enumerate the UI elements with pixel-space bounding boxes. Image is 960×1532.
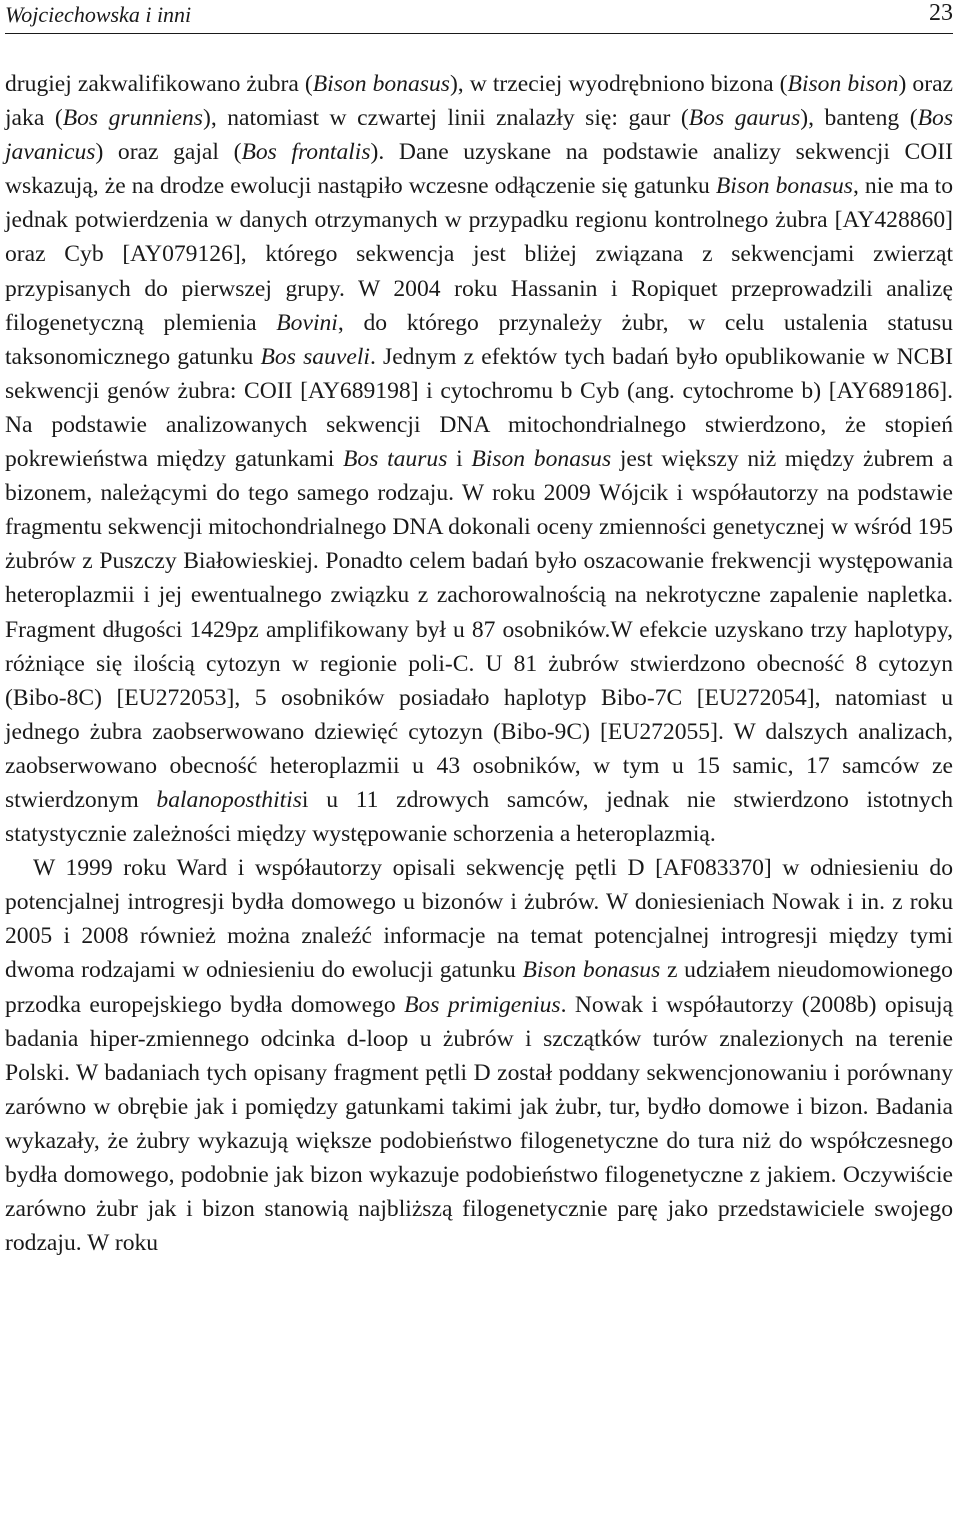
running-header xyxy=(5,0,953,34)
species-name: Bos gaurus xyxy=(688,105,801,132)
text-run: drugiej zakwalifikowano żubra ( xyxy=(5,71,313,97)
species-name: Bos taurus xyxy=(342,446,448,473)
text-run: ), banteng ( xyxy=(800,105,918,132)
text-run: . Nowak i współautorzy (2008b) opisują badania hiper-zmiennego odcinka d-loop u żubrów i szczątków turów znalezionych na terenie Polski. W badaniach tych opisany fragment pętli D został poddany sekwencjonowaniu i porównany zarówno w obrębie jak i pomiędzy gatunkami takimi jak żubr, tur, bydło domowe i bizon. Badania wykazały, że żubry wykazują większe podobieństwo filogenetyczne do tura niż do współczesnego bydła domowego, podobnie jak bizon wykazuje podobieństwo filogenetyczne z jakiem. Oczywiście zarówno żubr jak i bizon stanowią najbliższą filogenetycznie parę jako przedstawiciele swojego rodzaju. W roku xyxy=(5,991,953,1257)
species-name: Bison bonasus xyxy=(715,173,853,200)
body-text xyxy=(5,67,953,1260)
text-run: i xyxy=(447,446,472,473)
text-run: ). Dane uzyskane na podstawie analizy sekwencji COII wskazują, że na drodze ewolucji nastąpiło wczesne odłączenie się gatunku xyxy=(5,139,954,200)
species-name: Bison bonasus xyxy=(471,446,612,473)
species-name: Bos sauveli xyxy=(260,343,370,370)
species-name: Bos grunniens xyxy=(62,105,203,132)
species-name: Bovini xyxy=(276,309,338,336)
text-run: W 1999 roku Ward i współautorzy opisali sekwencję pętli D [AF083370] w odniesieniu do potencjalnej introgresji bydła domowego u bizonów i żubrów. W doniesieniach Nowak i in. z roku 2005 i 2008 również można znaleźć informacje na temat potencjalnej introgresji między tymi dwoma rodzajami w odniesieniu do ewolucji gatunku xyxy=(5,855,953,984)
paragraph-1 xyxy=(5,67,953,851)
text-run: . Jednym z efektów tych badań było opublikowanie w NCBI sekwencji genów żubra: COII [AY689198] i cytochromu b Cyb (ang. cytochrome b) [AY689186]. Na podstawie analizowanych sekwencji DNA mitochondrialnego stwierdzono, że stopień pokrewieństwa między gatunkami xyxy=(5,343,953,473)
text-run: z udziałem nieudomowionego przodka europejskiego bydła domowego xyxy=(5,957,953,1018)
species-name: Bison bonasus xyxy=(312,71,450,97)
species-name: Bos javanicus xyxy=(5,105,953,166)
text-run: , do którego przynależy żubr, w celu ustalenia statusu taksonomicznego gatunku xyxy=(5,309,953,370)
species-name: Bison bonasus xyxy=(522,957,661,984)
paragraph-2 xyxy=(5,851,953,1260)
text-run: i u 11 zdrowych samców, jednak nie stwierdzono istotnych statystycznie zależności między występowanie schorzenia a heteroplazmią. xyxy=(5,786,953,848)
text-run: ), natomiast w czwartej linii znalazły się: gaur ( xyxy=(202,105,689,132)
species-name: Bos frontalis xyxy=(241,139,371,166)
species-name: balanoposthitis xyxy=(156,786,302,813)
species-name: Bos primigenius xyxy=(404,991,561,1018)
text-run: ) oraz jaka ( xyxy=(5,71,954,132)
text-run: ) oraz gajal ( xyxy=(95,139,242,166)
text-run: jest większy niż między żubrem a bizonem, należącymi do tego samego rodzaju. W roku 2009 Wójcik i współautorzy na podstawie fragmentu sekwencji mitochondrialnego DNA dokonali oceny zmienności genetycznej w wśród 195 żubrów z Puszczy Białowieskiej. Ponadto celem badań było oszacowanie frekwencji występowania heteroplazmii i jej ewentualnego związku z zachorowalnością na nekrotyczne zapalenie napletka. Fragment długości 1429pz amplifikowany był u 87 osobników.W efekcie uzyskano trzy haplotypy, różniące się ilością cytozyn w regionie poli-C. U 81 żubrów stwierdzono obecność 8 cytozyn (Bibo-8C) [EU272053], 5 osobników posiadało haplotyp Bibo-7C [EU272054], natomiast u jednego żubra zaobserwowano dziewięć cytozyn (Bibo-9C) [EU272055]. W dalszych analizach, zaobserwowano obecność heteroplazmii u 43 osobników, w tym u 15 samic, 17 samców ze stwierdzonym xyxy=(5,446,953,813)
page-number: 23 xyxy=(929,0,953,26)
text-run: , nie ma to jednak potwierdzenia w danych otrzymanych w przypadku regionu kontrolnego żubra [AY428860] oraz Cyb [AY079126], którego sekwencja jest bliżej związana z sekwencjami zwierząt przypisanych do pierwszej grupy. W 2004 roku Hassanin i Ropiquet przeprowadzili analizę filogenetyczną plemienia xyxy=(5,173,954,336)
species-name: Bison bison xyxy=(787,71,899,97)
text-run: ), w trzeciej wyodrębniono bizona ( xyxy=(449,71,788,97)
header-author: Wojciechowska i inni xyxy=(5,2,192,27)
